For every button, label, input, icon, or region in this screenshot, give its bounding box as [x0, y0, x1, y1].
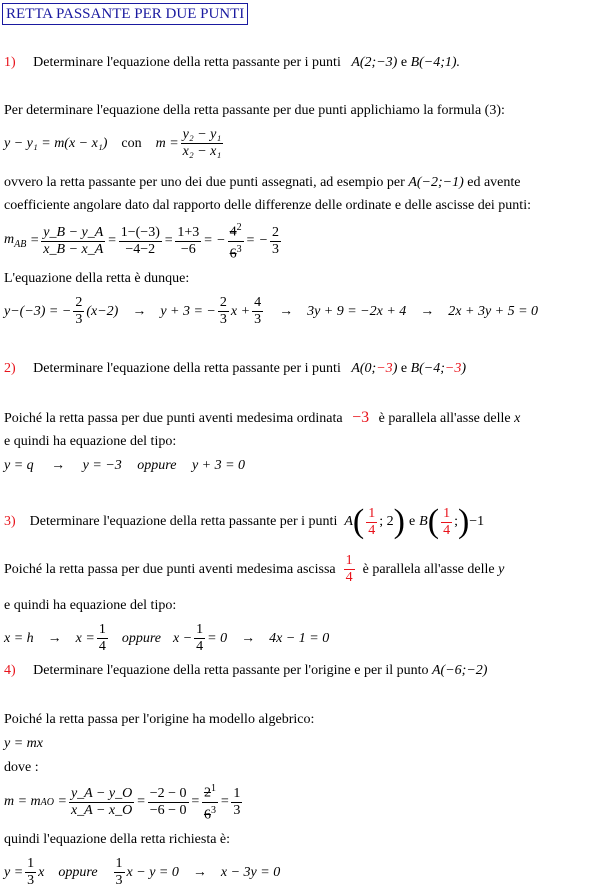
highlighted-value: −3 — [352, 409, 370, 426]
mab-symbol: $m_{AB}$ — [4, 232, 27, 251]
m-lhs: m = — [155, 135, 179, 151]
point: A(−2;−1) — [408, 175, 464, 190]
intro-text: Per determinare l'equazione della retta passante per due punti applichiamo la formula (3): — [4, 103, 505, 118]
problem-text: Determinare l'equazione della retta passante per i punti — [33, 55, 341, 70]
equation-steps: y = q → y = −3 oppure y + 3 = 0 — [4, 458, 246, 473]
problem-number: 2) — [4, 361, 16, 376]
fraction: $\frac{1}{4}$ — [98, 622, 106, 654]
fraction: $\frac{-2 - 0}{-6 - 0}$ — [149, 785, 187, 818]
explanation-line — [4, 410, 520, 427]
dove-text: dove : — [4, 760, 39, 775]
fraction-denominator: x₂ − x₁ — [182, 144, 222, 159]
explanation-line: Poiché la retta passa per due punti aventi medesima ascissa $\frac{1}{4}$ è parallela all'asse delle y — [4, 553, 505, 585]
fraction: $\frac{1}{3}$ — [27, 856, 35, 888]
simplified-fraction: $\frac{4^2}{6^3}$ — [229, 222, 242, 262]
arrow-icon: → — [51, 458, 66, 473]
arrow-icon: → — [192, 864, 207, 880]
point-b: B — [419, 514, 428, 529]
text: Poiché la retta passa per due punti aventi medesima ordinata — [4, 411, 343, 426]
conjunction: e — [400, 361, 408, 376]
point-a: A(0;−3) — [351, 361, 398, 376]
explanation-line: Poiché la retta passa per l'origine ha modello algebrico: — [4, 712, 315, 727]
problem-1-heading — [4, 55, 460, 71]
point-b: B(−4;1). — [410, 55, 461, 70]
page-title: RETTA PASSANTE PER DUE PUNTI — [2, 3, 248, 25]
equation-steps — [4, 295, 538, 328]
explanation-line-2: coefficiente angolare dato dal rapporto delle differenze delle ordinate e delle ascisse dei punti: — [4, 198, 531, 213]
explanation-line: e quindi ha equazione del tipo: — [4, 434, 177, 449]
formula-lhs: y − y₁ = m(x − x₁) — [4, 135, 108, 151]
text: ovvero la retta passante per uno dei due punti assegnati, ad esempio per — [4, 175, 405, 190]
final-equation: 2x + 3y + 5 = 0 — [448, 303, 539, 319]
arrow-icon: → — [47, 630, 62, 646]
fraction: $\frac{2}{3}$ — [219, 295, 227, 327]
equation-steps: y = $\frac{1}{3}$ x oppure $\frac{1}{3}$ x − y = 0 → x − 3y = 0 — [4, 856, 281, 888]
explanation-line-1 — [4, 175, 521, 191]
fraction: $\frac{1-(-3)}{-4-2}$ — [120, 224, 160, 257]
arrow-icon: → — [241, 630, 256, 646]
result-fraction: $\frac{1}{3}$ — [233, 785, 241, 818]
arrow-icon: → — [132, 303, 147, 319]
fraction: $\frac{1+3}{-6}$ — [177, 224, 200, 257]
formula-line — [4, 127, 225, 160]
problem-text: Determinare l'equazione della retta passante per i punti — [29, 514, 338, 529]
final-equation: x − 3y = 0 — [220, 864, 281, 880]
arrow-icon: → — [420, 303, 435, 319]
slope-fraction — [181, 127, 224, 160]
fraction: $\frac{1}{4}$ — [196, 622, 204, 654]
oppure-text: oppure — [121, 630, 161, 646]
problem-4-heading — [4, 663, 487, 679]
fraction: $\frac{y\_A - y\_O}{x\_A - x\_O}$ — [70, 785, 133, 818]
step: 3y + 9 = −2x + 4 — [307, 303, 407, 319]
axis-name: y — [498, 561, 505, 577]
fraction: $\frac{4}{3}$ — [254, 295, 262, 327]
fraction: $\frac{2}{3}$ — [75, 295, 83, 327]
slope-calculation: m = m AO = $\frac{y\_A - y\_O}{x\_A - x\_O}$ = $\frac{-2 - 0}{-6 - 0}$ = $\frac{2^1}{6^3}$ = $\frac{1}{3}$ — [4, 783, 241, 823]
fraction: $\frac{y\_B - y\_A}{x\_B - x\_A}$ — [43, 224, 104, 257]
step: (x−2) — [86, 303, 119, 319]
highlighted-fraction: $\frac{1}{4}$ — [345, 553, 353, 585]
axis-name: x — [514, 411, 521, 426]
oppure-text: oppure — [137, 458, 177, 473]
point-a: A — [344, 514, 353, 529]
explanation-line: e quindi ha equazione del tipo: — [4, 598, 177, 613]
model-equation: y = mx — [4, 736, 43, 751]
step: x + — [230, 303, 251, 319]
result-fraction: $\frac{2}{3}$ — [272, 224, 280, 257]
problem-2-heading — [4, 361, 466, 377]
text: ed avente — [467, 175, 521, 190]
step: y + 3 = − — [160, 303, 216, 319]
step: y−(−3) = − — [4, 303, 72, 319]
problem-3-heading: 3) Determinare l'equazione della retta passante per i punti A ( $\frac{1}{4}$ ; 2 ) e B ( $\frac{1}{4}$ ; ) −1 — [4, 503, 485, 540]
problem-number: 3) — [4, 514, 16, 529]
problem-number: 4) — [4, 663, 16, 678]
oppure-text: oppure — [58, 864, 98, 880]
arrow-icon: → — [279, 303, 294, 319]
problem-text: Determinare l'equazione della retta passante per l'origine e per il punto — [33, 663, 429, 678]
equation-label: L'equazione della retta è dunque: — [4, 271, 190, 286]
text: è parallela all'asse delle — [378, 411, 511, 426]
con-text: con — [121, 135, 142, 151]
problem-text: Determinare l'equazione della retta passante per i punti — [33, 361, 341, 376]
fraction: $\frac{1}{4}$ — [368, 505, 376, 538]
equation-steps: x = h → x = $\frac{1}{4}$ oppure x − $\frac{1}{4}$ = 0 → 4x − 1 = 0 — [4, 622, 330, 654]
point-a: A(2;−3) — [351, 55, 398, 70]
fraction: $\frac{1}{3}$ — [115, 856, 123, 888]
fraction-numerator: y₂ − y₁ — [182, 127, 222, 142]
point-b: B(−4;−3) — [410, 361, 467, 376]
fraction: $\frac{1}{4}$ — [443, 505, 451, 538]
simplified-fraction: $\frac{2^1}{6^3}$ — [203, 783, 216, 823]
slope-calculation: $m_{AB}$ = $\frac{y\_B - y\_A}{x\_B - x\_A}$ = $\frac{1-(-3)}{-4-2}$ = $\frac{1+3}{-6}$ = − $\frac{4^2}{6^3}$ = − $\frac{2}{3}$ — [4, 222, 280, 262]
conjunction: e — [400, 55, 408, 70]
point-a: A(−6;−2) — [432, 663, 488, 678]
problem-number: 1) — [4, 55, 16, 70]
result-label: quindi l'equazione della retta richiesta è: — [4, 832, 231, 847]
